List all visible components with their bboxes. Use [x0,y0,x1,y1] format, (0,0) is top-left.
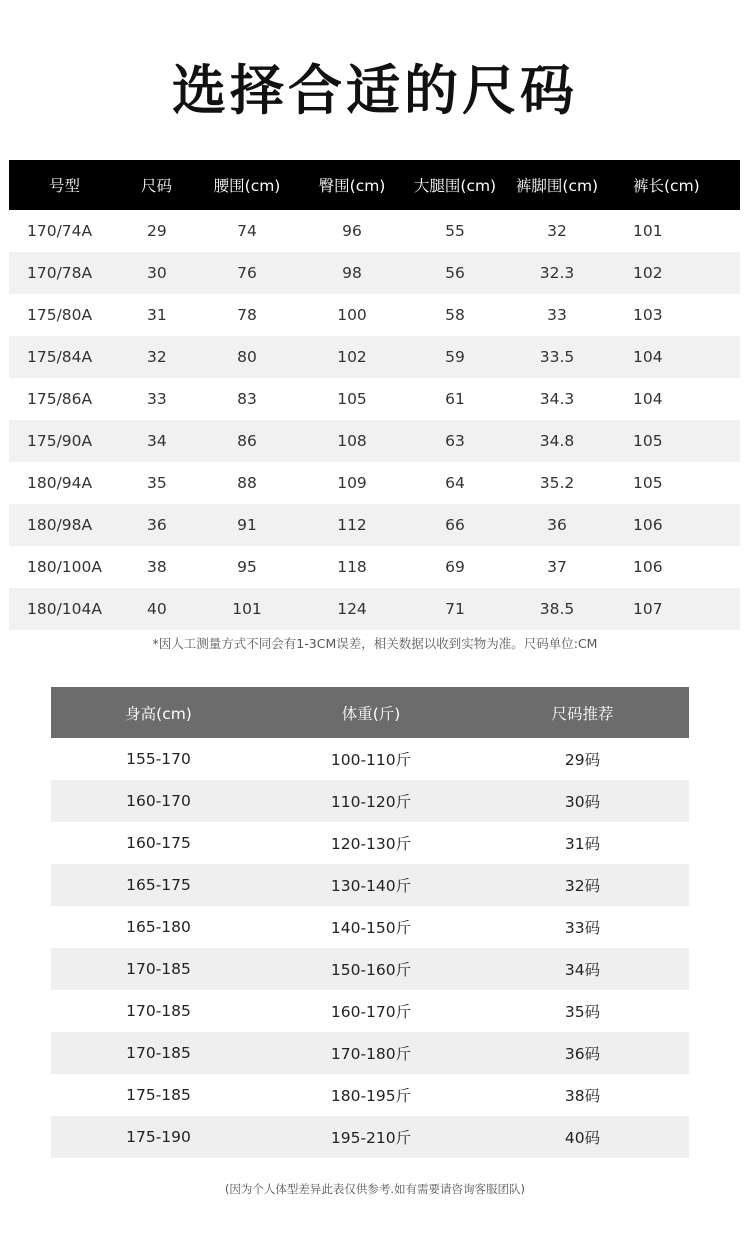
cell-leg-opening: 38.5 [539,600,575,618]
cell-recommended-size: 32码 [564,877,601,895]
cell-waist: 76 [237,264,257,282]
cell-waist: 83 [237,390,257,408]
cell-thigh: 56 [445,264,465,282]
cell-model: 170/78A [27,264,93,282]
cell-model: 170/74A [27,222,93,240]
cell-model: 175/90A [27,432,93,450]
cell-model: 180/104A [27,600,102,618]
cell-recommended-size: 38码 [564,1087,601,1105]
cell-thigh: 59 [445,348,465,366]
table-row [9,252,740,294]
cell-model: 180/100A [27,558,102,576]
table-row [51,906,689,948]
cell-waist: 78 [237,306,257,324]
cell-hip: 124 [337,600,367,618]
cell-length: 105 [633,474,663,492]
cell-height: 160-170 [126,792,191,810]
cell-leg-opening: 33.5 [539,348,575,366]
cell-length: 102 [633,264,663,282]
cell-length: 106 [633,558,663,576]
cell-size: 40 [147,600,167,618]
header-hip: 臀围(cm) [318,177,386,195]
table-row [51,780,689,822]
cell-height: 165-175 [126,876,191,894]
cell-height: 170-185 [126,1044,191,1062]
cell-length: 105 [633,432,663,450]
cell-height: 165-180 [126,918,191,936]
cell-length: 106 [633,516,663,534]
cell-height: 170-185 [126,960,191,978]
cell-weight: 195-210斤 [330,1129,412,1147]
table-row [9,546,740,588]
disclaimer-note: (因为个人体型差异此表仅供参考.如有需要请咨询客服团队) [224,1182,526,1196]
cell-weight: 180-195斤 [330,1087,412,1105]
cell-size: 33 [147,390,167,408]
cell-model: 175/80A [27,306,93,324]
cell-hip: 112 [337,516,367,534]
cell-waist: 91 [237,516,257,534]
cell-height: 160-175 [126,834,191,852]
table-row [9,420,740,462]
cell-height: 175-190 [126,1128,191,1146]
cell-height: 155-170 [126,750,191,768]
cell-recommended-size: 35码 [564,1003,601,1021]
cell-weight: 120-130斤 [330,835,412,853]
cell-recommended-size: 34码 [564,961,601,979]
cell-hip: 108 [337,432,367,450]
cell-leg-opening: 34.3 [539,390,575,408]
cell-leg-opening: 32.3 [539,264,575,282]
cell-leg-opening: 36 [547,516,567,534]
size-chart-header-row [9,160,740,210]
cell-recommended-size: 29码 [564,751,601,769]
cell-waist: 101 [232,600,262,618]
cell-hip: 105 [337,390,367,408]
table-row [51,738,689,780]
cell-size: 32 [147,348,167,366]
header-recommended-size: 尺码推荐 [551,704,614,723]
cell-hip: 98 [342,264,362,282]
cell-thigh: 71 [445,600,465,618]
cell-thigh: 63 [445,432,465,450]
cell-length: 104 [633,390,663,408]
cell-model: 175/86A [27,390,93,408]
header-height: 身高(cm) [125,704,192,723]
cell-size: 29 [147,222,167,240]
table-row [51,864,689,906]
cell-leg-opening: 33 [547,306,567,324]
cell-weight: 160-170斤 [330,1003,412,1021]
cell-recommended-size: 33码 [564,919,601,937]
cell-recommended-size: 40码 [564,1129,601,1147]
cell-thigh: 58 [445,306,465,324]
cell-size: 38 [147,558,167,576]
cell-length: 107 [633,600,663,618]
cell-hip: 118 [337,558,367,576]
table-row [9,462,740,504]
cell-height: 170-185 [126,1002,191,1020]
table-row [51,990,689,1032]
cell-thigh: 69 [445,558,465,576]
table-row [9,504,740,546]
cell-recommended-size: 31码 [564,835,601,853]
recommendation-header-row [51,687,689,738]
table-row [51,1074,689,1116]
cell-model: 180/94A [27,474,93,492]
cell-length: 104 [633,348,663,366]
size-recommendation-table [51,687,689,1158]
cell-leg-opening: 32 [547,222,567,240]
cell-weight: 100-110斤 [330,751,412,769]
header-waist: 腰围(cm) [213,177,281,195]
recommendation-body [51,738,689,1158]
header-size: 尺码 [141,177,173,195]
cell-waist: 95 [237,558,257,576]
cell-model: 180/98A [27,516,93,534]
cell-weight: 140-150斤 [330,919,412,937]
header-model: 号型 [49,177,81,195]
cell-waist: 86 [237,432,257,450]
header-thigh: 大腿围(cm) [413,177,497,195]
table-row [51,948,689,990]
cell-leg-opening: 34.8 [539,432,575,450]
cell-size: 31 [147,306,167,324]
cell-hip: 96 [342,222,362,240]
size-chart-table [9,160,740,630]
table-row [9,588,740,630]
cell-hip: 102 [337,348,367,366]
cell-size: 34 [147,432,167,450]
cell-leg-opening: 35.2 [539,474,575,492]
cell-length: 103 [633,306,663,324]
cell-thigh: 66 [445,516,465,534]
cell-model: 175/84A [27,348,93,366]
cell-waist: 80 [237,348,257,366]
cell-thigh: 64 [445,474,465,492]
cell-weight: 110-120斤 [330,793,412,811]
header-length: 裤长(cm) [633,177,700,195]
table-row [9,210,740,252]
cell-waist: 74 [237,222,257,240]
size-chart-body [9,210,740,630]
cell-size: 35 [147,474,167,492]
cell-length: 101 [633,222,663,240]
table-row [51,1032,689,1074]
cell-size: 30 [147,264,167,282]
cell-weight: 130-140斤 [330,877,412,895]
cell-height: 175-185 [126,1086,191,1104]
cell-size: 36 [147,516,167,534]
table-row [9,378,740,420]
table-row [51,1116,689,1158]
table-row [9,294,740,336]
cell-hip: 109 [337,474,367,492]
table-row [51,822,689,864]
cell-leg-opening: 37 [547,558,567,576]
cell-weight: 150-160斤 [330,961,412,979]
cell-recommended-size: 36码 [564,1045,601,1063]
cell-thigh: 55 [445,222,465,240]
cell-waist: 88 [237,474,257,492]
page-title: 选择合适的尺码 [172,59,578,122]
measurement-note: *因人工测量方式不同会有1-3CM误差，相关数据以收到实物为准。尺码单位:CM [152,636,598,651]
cell-recommended-size: 30码 [564,793,601,811]
cell-thigh: 61 [445,390,465,408]
cell-hip: 100 [337,306,367,324]
header-leg-opening: 裤脚围(cm) [515,177,599,195]
header-weight: 体重(斤) [341,704,401,723]
cell-weight: 170-180斤 [330,1045,412,1063]
table-row [9,336,740,378]
